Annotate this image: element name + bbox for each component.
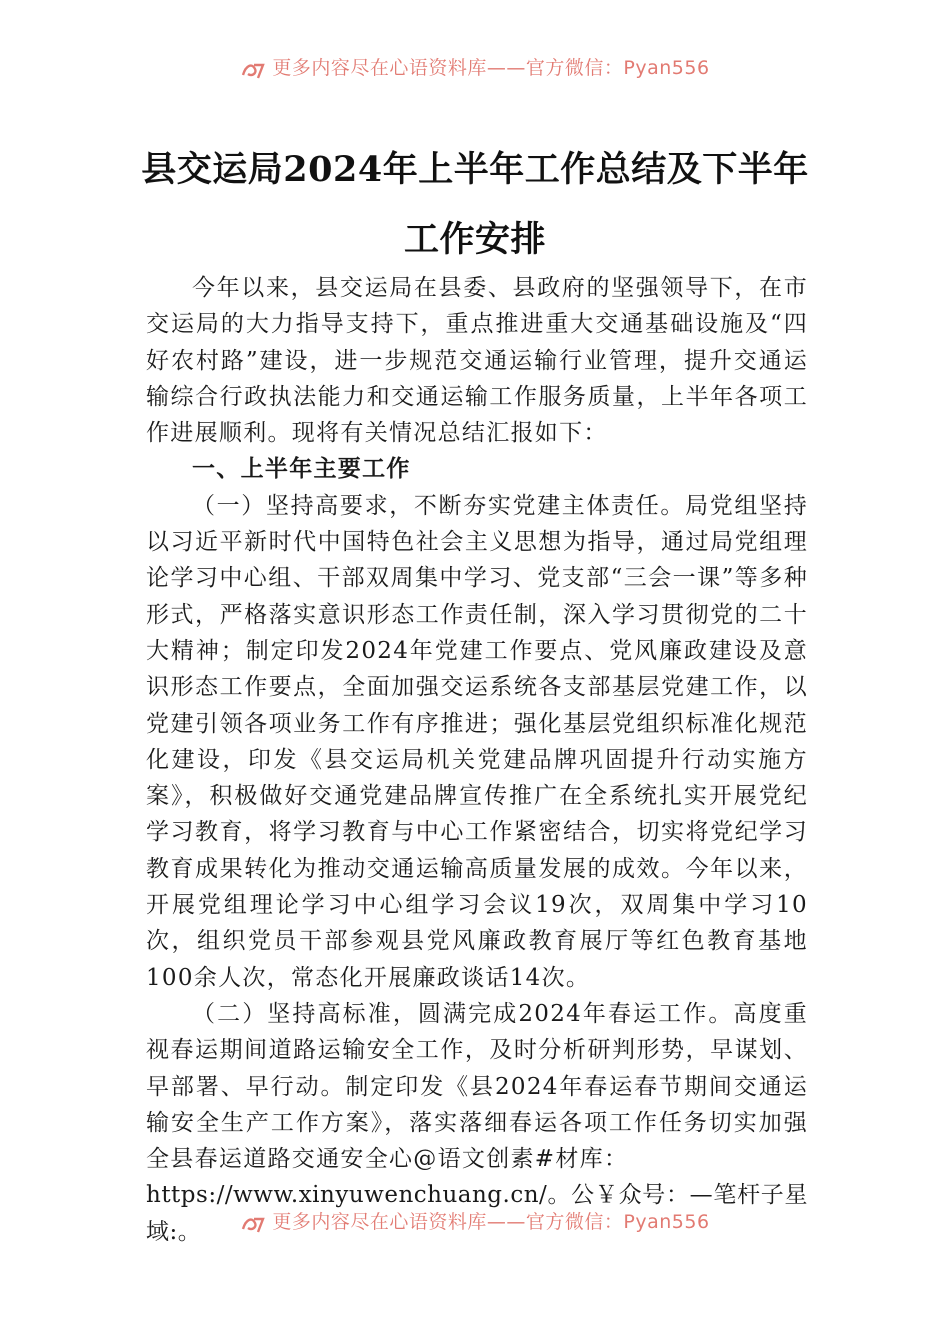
watermark-footer (0, 1211, 950, 1237)
watermark-text: 更多内容尽在心语资料库——官方微信：Pyan556 (272, 57, 710, 79)
watermark-text: 更多内容尽在心语资料库——官方微信：Pyan556 (272, 1211, 710, 1233)
document-body (146, 270, 808, 1250)
section-heading-1: 一、上半年主要工作 (192, 456, 411, 483)
document-title-line-2: 工作安排 (403, 219, 546, 260)
paragraph-spring-transport-tail: https://www.xinyuwenchuang.cn/。公￥众号：—笔杆子星域:。 (146, 1182, 808, 1245)
intro-paragraph: 今年以来，县交运局在县委、县政府的坚强领导下，在市交运局的大力指导支持下，重点推进重大交通基础设施及“四好农村路”建设，进一步规范交通运输行业管理，提升交通运输综合行政执法能力和交通运输工作服务质量，上半年各项工作进展顺利。现将有关情况总结汇报如下： (146, 275, 808, 447)
paragraph-party-building: （一）坚持高要求，不断夯实党建主体责任。局党组坚持以习近平新时代中国特色社会主义思想为指导，通过局党组理论学习中心组、干部双周集中学习、党支部“三会一课”等多种形式，严格落实意识形态工作责任制，深入学习贯彻党的二十大精神；制定印发2024年党建工作要点、党风廉政建设及意识形态工作要点，全面加强交运系统各支部基层党建工作，以党建引领各项业务工作有序推进；强化基层党组织标准化规范化建设，印发《县交运局机关党建品牌巩固提升行动实施方案》，积极做好交通党建品牌宣传推广在全系统扎实开展党纪学习教育，将学习教育与中心工作紧密结合，切实将党纪学习教育成果转化为推动交通运输高质量发展的成效。今年以来，开展党组理论学习中心组学习会议19次，双周集中学习10次，组织党员干部参观县党风廉政教育展厅等红色教育基地100余人次，常态化开展廉政谈话14次。 (146, 492, 808, 991)
paragraph-spring-transport: （二）坚持高标准，圆满完成2024年春运工作。高度重视春运期间道路运输安全工作，及时分析研判形势，早谋划、早部署、早行动。制定印发《县2024年春运春节期间交通运输安全生产工作方案》，落实落细春运各项工作任务切实加强全县春运道路交通安全心@语文创素#材库： (146, 1000, 808, 1173)
watermark-logo-icon (240, 59, 266, 81)
document-title-line-1: 县交运局2024年上半年工作总结及下半年 (141, 149, 809, 190)
watermark-logo-icon (240, 1213, 266, 1235)
watermark-header (0, 57, 950, 83)
